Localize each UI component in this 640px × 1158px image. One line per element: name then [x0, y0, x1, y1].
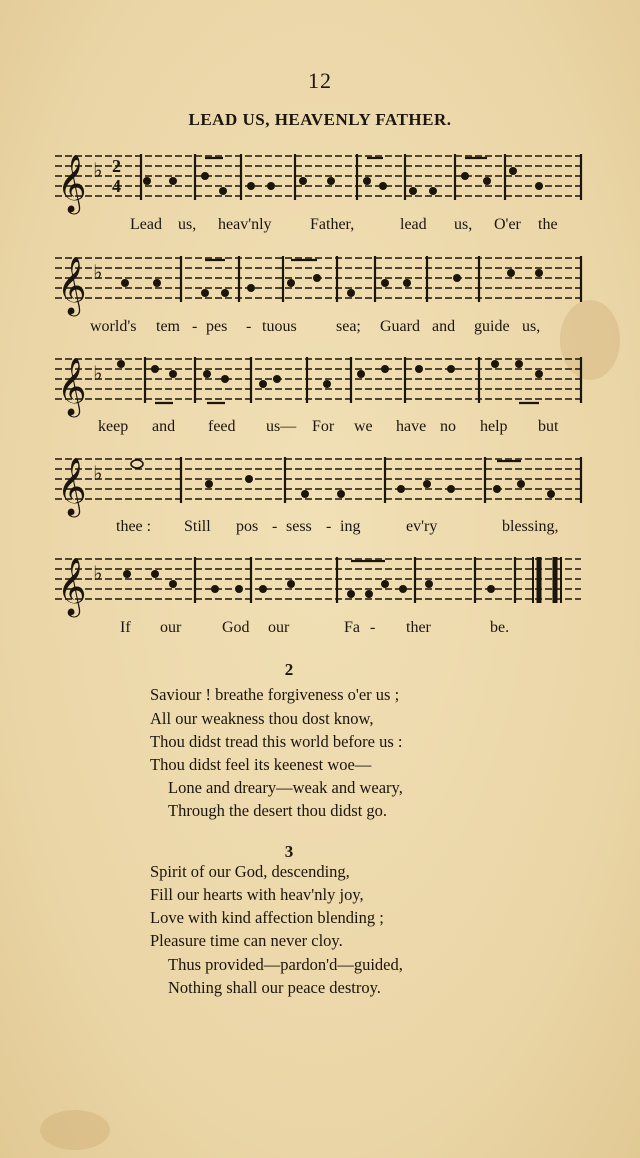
- lyric-syllable: Guard: [380, 318, 420, 335]
- lyric-syllable: world's: [90, 318, 137, 335]
- lyric-syllable: thee :: [116, 518, 152, 535]
- lyric-syllable: us,: [522, 318, 541, 335]
- flat-sign: ♭: [93, 260, 103, 284]
- treble-clef-icon: 𝄞: [57, 154, 87, 212]
- lyric-syllable: our: [160, 619, 182, 636]
- verse-line: Through the desert thou didst go.: [168, 801, 388, 820]
- music-staff-1: [55, 150, 585, 212]
- final-barline: [533, 557, 561, 603]
- lyric-syllable: tuous: [262, 318, 297, 335]
- flat-sign: ♭: [93, 361, 103, 385]
- lyric-syllable: have: [396, 418, 427, 435]
- lyric-syllable: help: [480, 418, 508, 435]
- lyric-syllable: the: [538, 216, 558, 233]
- lyric-syllable: lead: [400, 216, 427, 233]
- lyric-syllable: tem: [156, 318, 180, 335]
- lyric-syllable: sess: [286, 518, 312, 535]
- lyric-syllable: pes: [206, 318, 228, 335]
- verse-line: Thou didst tread this world before us :: [150, 732, 403, 751]
- treble-clef-icon: 𝄞: [57, 256, 87, 314]
- lyric-syllable: and: [432, 318, 456, 335]
- verse-line: Fill our hearts with heav'nly joy,: [150, 885, 364, 904]
- lyric-syllable: us,: [178, 216, 197, 233]
- music-staff-2: [55, 252, 585, 314]
- lyric-syllable: O'er: [494, 216, 521, 233]
- lyric-syllable: we: [354, 418, 373, 435]
- verse-line: Nothing shall our peace destroy.: [168, 978, 381, 997]
- lyric-syllable: heav'nly: [218, 216, 272, 233]
- lyric-syllable: keep: [98, 418, 129, 435]
- lyric-syllable: ther: [406, 619, 431, 636]
- lyric-syllable: no: [440, 418, 456, 435]
- verse-line: Love with kind affection blending ;: [150, 908, 384, 927]
- lyric-line-2: [90, 318, 570, 340]
- music-staff-5: [55, 553, 585, 615]
- lyric-syllable: -: [272, 518, 278, 535]
- verse-line: Lone and dreary—weak and weary,: [168, 778, 403, 797]
- lyric-syllable: our: [268, 619, 290, 636]
- lyric-line-1: [90, 216, 570, 238]
- lyric-syllable: Fa: [344, 619, 360, 636]
- verse-line: Thou didst feel its keenest woe—: [150, 755, 372, 774]
- lyric-syllable: Still: [184, 518, 211, 535]
- treble-clef-icon: 𝄞: [57, 557, 87, 615]
- flat-sign: ♭: [93, 158, 103, 182]
- lyric-syllable: God: [222, 619, 250, 636]
- lyric-syllable: ev'ry: [406, 518, 438, 535]
- time-signature-bottom: 4: [112, 176, 121, 196]
- music-staff-4: [55, 453, 585, 515]
- hymn-title: LEAD US, HEAVENLY FATHER.: [188, 110, 452, 129]
- lyric-syllable: -: [370, 619, 376, 636]
- flat-sign: ♭: [93, 461, 103, 485]
- lyric-syllable: feed: [208, 418, 236, 435]
- lyric-syllable: Lead: [130, 216, 162, 233]
- verse-line: Thus provided—pardon'd—guided,: [168, 955, 403, 974]
- paper-stain: [40, 1110, 110, 1150]
- lyric-syllable: us—: [266, 418, 297, 435]
- verse-line: Pleasure time can never cloy.: [150, 931, 343, 950]
- lyric-line-4: [90, 518, 570, 540]
- lyric-syllable: If: [120, 619, 131, 636]
- lyric-syllable: guide: [474, 318, 510, 335]
- lyric-syllable: -: [326, 518, 332, 535]
- lyric-syllable: pos: [236, 518, 259, 535]
- lyric-syllable: but: [538, 418, 559, 435]
- verse-number: 2: [284, 660, 294, 679]
- treble-clef-icon: 𝄞: [57, 357, 87, 415]
- lyric-syllable: blessing,: [502, 518, 559, 535]
- lyric-syllable: us,: [454, 216, 473, 233]
- lyric-syllable: be.: [490, 619, 510, 636]
- flat-sign: ♭: [93, 561, 103, 585]
- lyric-syllable: -: [192, 318, 198, 335]
- page-number: 12: [308, 68, 332, 93]
- verse-line: Spirit of our God, descending,: [150, 862, 350, 881]
- lyric-syllable: sea;: [336, 318, 361, 335]
- lyric-line-3: [90, 418, 570, 440]
- verse-number: 3: [284, 842, 294, 861]
- verse-line: All our weakness thou dost know,: [150, 709, 374, 728]
- lyric-syllable: Father,: [310, 216, 355, 233]
- lyric-syllable: For: [312, 418, 335, 435]
- lyric-syllable: -: [246, 318, 252, 335]
- treble-clef-icon: 𝄞: [57, 457, 87, 515]
- lyric-syllable: ing: [340, 518, 361, 535]
- lyric-syllable: and: [152, 418, 176, 435]
- music-staff-3: [55, 353, 585, 415]
- time-signature-top: 2: [112, 156, 121, 176]
- verse-line: Saviour ! breathe forgiveness o'er us ;: [150, 685, 400, 704]
- lyric-line-5: [90, 619, 570, 641]
